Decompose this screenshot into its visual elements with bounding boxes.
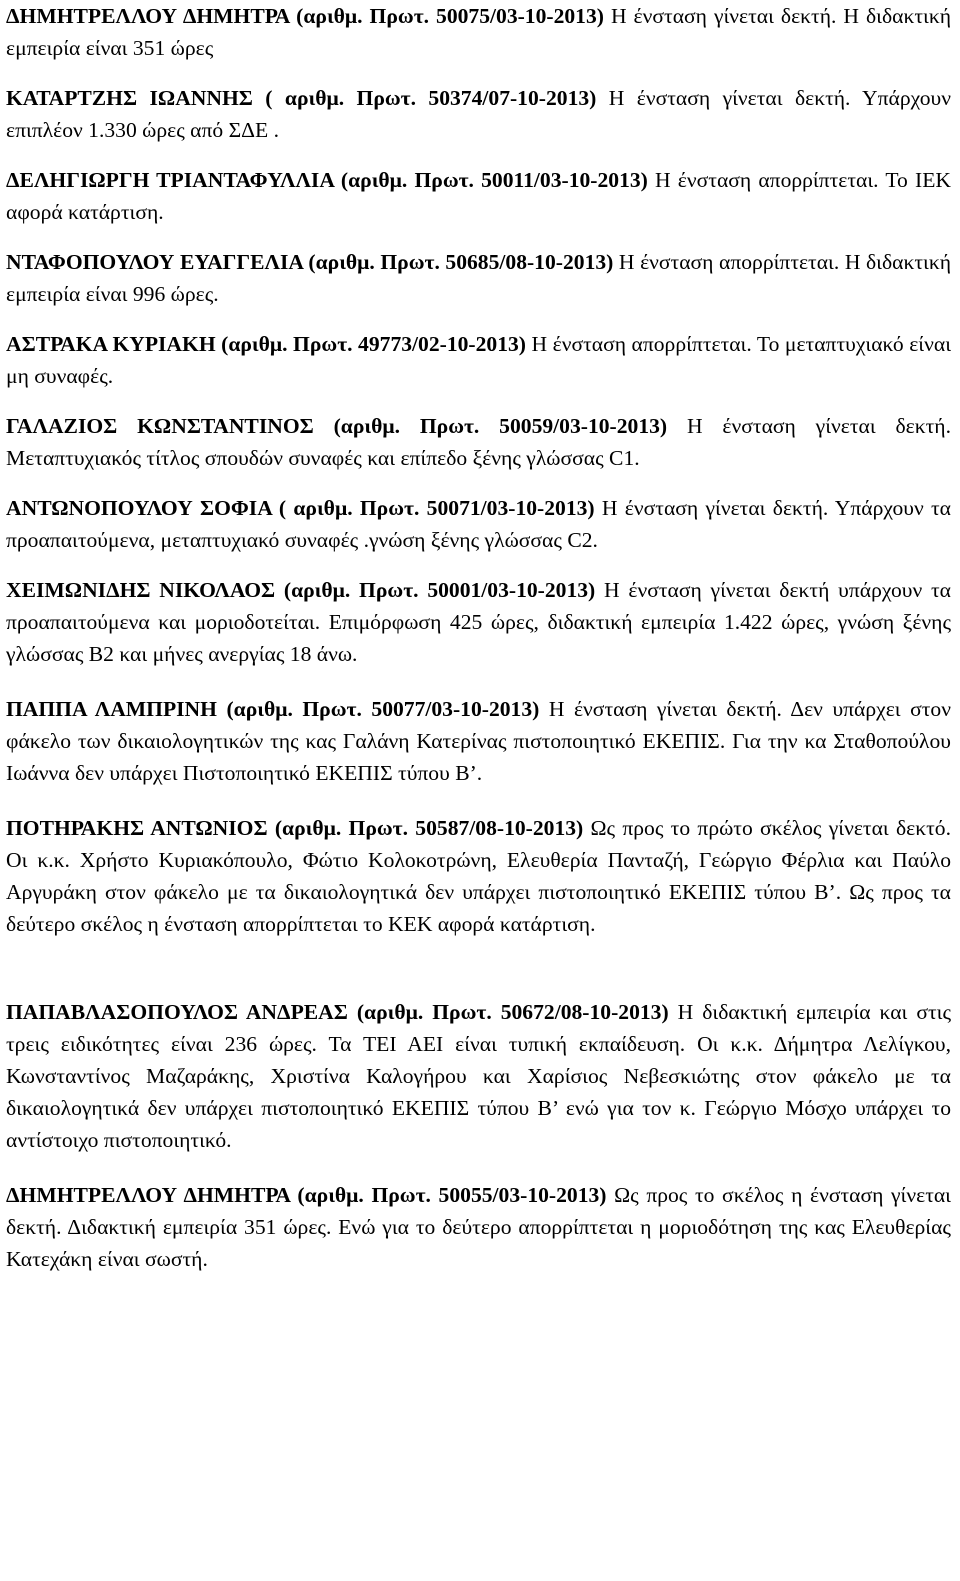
entry-heading: ΔΕΛΗΓΙΩΡΓΗ ΤΡΙΑΝΤΑΦΥΛΛΙΑ (αριθμ. Πρωτ. 50011/03-10-2013)	[6, 168, 648, 192]
entry-text: Ως προς το πρώτο σκέλος γίνεται δεκτό. Οι κ.κ. Χρήστο Κυριακόπουλο, Φώτιο Κολοκοτρώνη, Ελευθερία Πανταζή, Γεώργιο Φέρλια και Παύλο Αργυράκη στον φάκελο με τα δικαιολογητικά δεν υπάρχει πιστοποιητικό ΕΚΕΠΙΣ τύπου Β’. Ως προς τα δεύτερο σκέλος η ένσταση απορρίπτεται το ΚΕΚ αφορά κατάρτιση.	[6, 816, 951, 936]
objection-entry	[6, 246, 951, 310]
objection-entry	[6, 693, 951, 789]
objection-entry	[6, 82, 951, 146]
objection-entry	[6, 812, 951, 940]
entry-text: Η ένσταση γίνεται δεκτή. Μεταπτυχιακός τίτλος σπουδών συναφές και επίπεδο ξένης γλώσσας C1.	[6, 414, 951, 470]
entry-heading: ΓΑΛΑΖΙΟΣ ΚΩΝΣΤΑΝΤΙΝΟΣ (αριθμ. Πρωτ. 50059/03-10-2013)	[6, 414, 668, 438]
entry-heading: ΠΑΠΠΑ ΛΑΜΠΡΙΝΗ (αριθμ. Πρωτ. 50077/03-10-2013)	[6, 697, 540, 721]
objection-entry	[6, 410, 951, 474]
entry-heading: ΠΟΤΗΡΑΚΗΣ ΑΝΤΩΝΙΟΣ (αριθμ. Πρωτ. 50587/08-10-2013)	[6, 816, 584, 840]
objection-entry	[6, 164, 951, 228]
entry-text: Η ένσταση γίνεται δεκτή. Υπάρχουν τα προαπαιτούμενα, μεταπτυχιακό συναφές .γνώση ξένης γλώσσας C2.	[6, 496, 951, 552]
entry-text: Ως προς το σκέλος η ένσταση γίνεται δεκτή. Διδακτική εμπειρία 351 ώρες. Ενώ για το δεύτερο απορρίπτεται η μοριοδότηση της κας Ελευθερίας Κατεχάκη είναι σωστή.	[6, 1183, 951, 1271]
entry-heading: ΔΗΜΗΤΡΕΛΛΟΥ ΔΗΜΗΤΡΑ (αριθμ. Πρωτ. 50075/03-10-2013)	[6, 4, 604, 28]
entry-text: Η ένσταση γίνεται δεκτή υπάρχουν τα προαπαιτούμενα και μοριοδοτείται. Επιμόρφωση 425 ώρες, διδακτική εμπειρία 1.422 ώρες, γνώση ξένης γλώσσας Β2 και μήνες ανεργίας 18 άνω.	[6, 578, 951, 666]
objection-entry	[6, 0, 951, 64]
entry-text: Η ένσταση απορρίπτεται. Το ΙΕΚ αφορά κατάρτιση.	[6, 168, 951, 224]
entry-text: Η ένσταση απορρίπτεται. Η διδακτική εμπειρία είναι 996 ώρες.	[6, 250, 951, 306]
entry-heading: ΝΤΑΦΟΠΟΥΛΟΥ ΕΥΑΓΓΕΛΙΑ (αριθμ. Πρωτ. 50685/08-10-2013)	[6, 250, 614, 274]
entry-text: Η ένσταση γίνεται δεκτή. Δεν υπάρχει στον φάκελο των δικαιολογητικών της κας Γαλάνη Κατερίνας πιστοποιητικό ΕΚΕΠΙΣ. Για την κα Σταθοπούλου Ιωάννα δεν υπάρχει Πιστοποιητικό ΕΚΕΠΙΣ τύπου Β’.	[6, 697, 951, 785]
objection-entry	[6, 328, 951, 392]
entry-heading: ΠΑΠΑΒΛΑΣΟΠΟΥΛΟΣ ΑΝΔΡΕΑΣ (αριθμ. Πρωτ. 50672/08-10-2013)	[6, 1000, 669, 1024]
objection-entry	[6, 492, 951, 556]
entry-text: Η διδακτική εμπειρία και στις τρεις ειδικότητες είναι 236 ώρες. Τα ΤΕΙ ΑΕΙ είναι τυπική εκπαίδευση. Οι κ.κ. Δήμητρα Λελίγκου, Κωνσταντίνος Μαζαράκης, Χριστίνα Καλογήρου και Χαρίσιος Νεβεσκιώτης στον φάκελο με τα δικαιολογητικά δεν υπάρχει πιστοποιητικό ΕΚΕΠΙΣ τύπου Β’ ενώ για τον κ. Γεώργιο Μόσχο υπάρχει το αντίστοιχο πιστοποιητικό.	[6, 1000, 951, 1152]
objection-entry	[6, 996, 951, 1156]
entry-heading: ΑΣΤΡΑΚΑ ΚΥΡΙΑΚΗ (αριθμ. Πρωτ. 49773/02-10-2013)	[6, 332, 526, 356]
entry-text: Η ένσταση γίνεται δεκτή. Η διδακτική εμπειρία είναι 351 ώρες	[6, 4, 952, 60]
entry-heading: ΧΕΙΜΩΝΙΔΗΣ ΝΙΚΟΛΑΟΣ (αριθμ. Πρωτ. 50001/03-10-2013)	[6, 578, 596, 602]
entry-heading: ΑΝΤΩΝΟΠΟΥΛΟΥ ΣΟΦΙΑ ( αριθμ. Πρωτ. 50071/03-10-2013)	[6, 496, 595, 520]
objection-entry	[6, 574, 951, 670]
entry-text: Η ένσταση γίνεται δεκτή. Υπάρχουν επιπλέον 1.330 ώρες από ΣΔΕ .	[6, 86, 952, 142]
entry-heading: ΚΑΤΑΡΤΖΗΣ ΙΩΑΝΝΗΣ ( αριθμ. Πρωτ. 50374/07-10-2013)	[6, 86, 597, 110]
entry-text: Η ένσταση απορρίπτεται. Το μεταπτυχιακό είναι μη συναφές.	[6, 332, 952, 388]
entry-heading: ΔΗΜΗΤΡΕΛΛΟΥ ΔΗΜΗΤΡΑ (αριθμ. Πρωτ. 50055/03-10-2013)	[6, 1183, 607, 1207]
objection-entry	[6, 1179, 951, 1275]
